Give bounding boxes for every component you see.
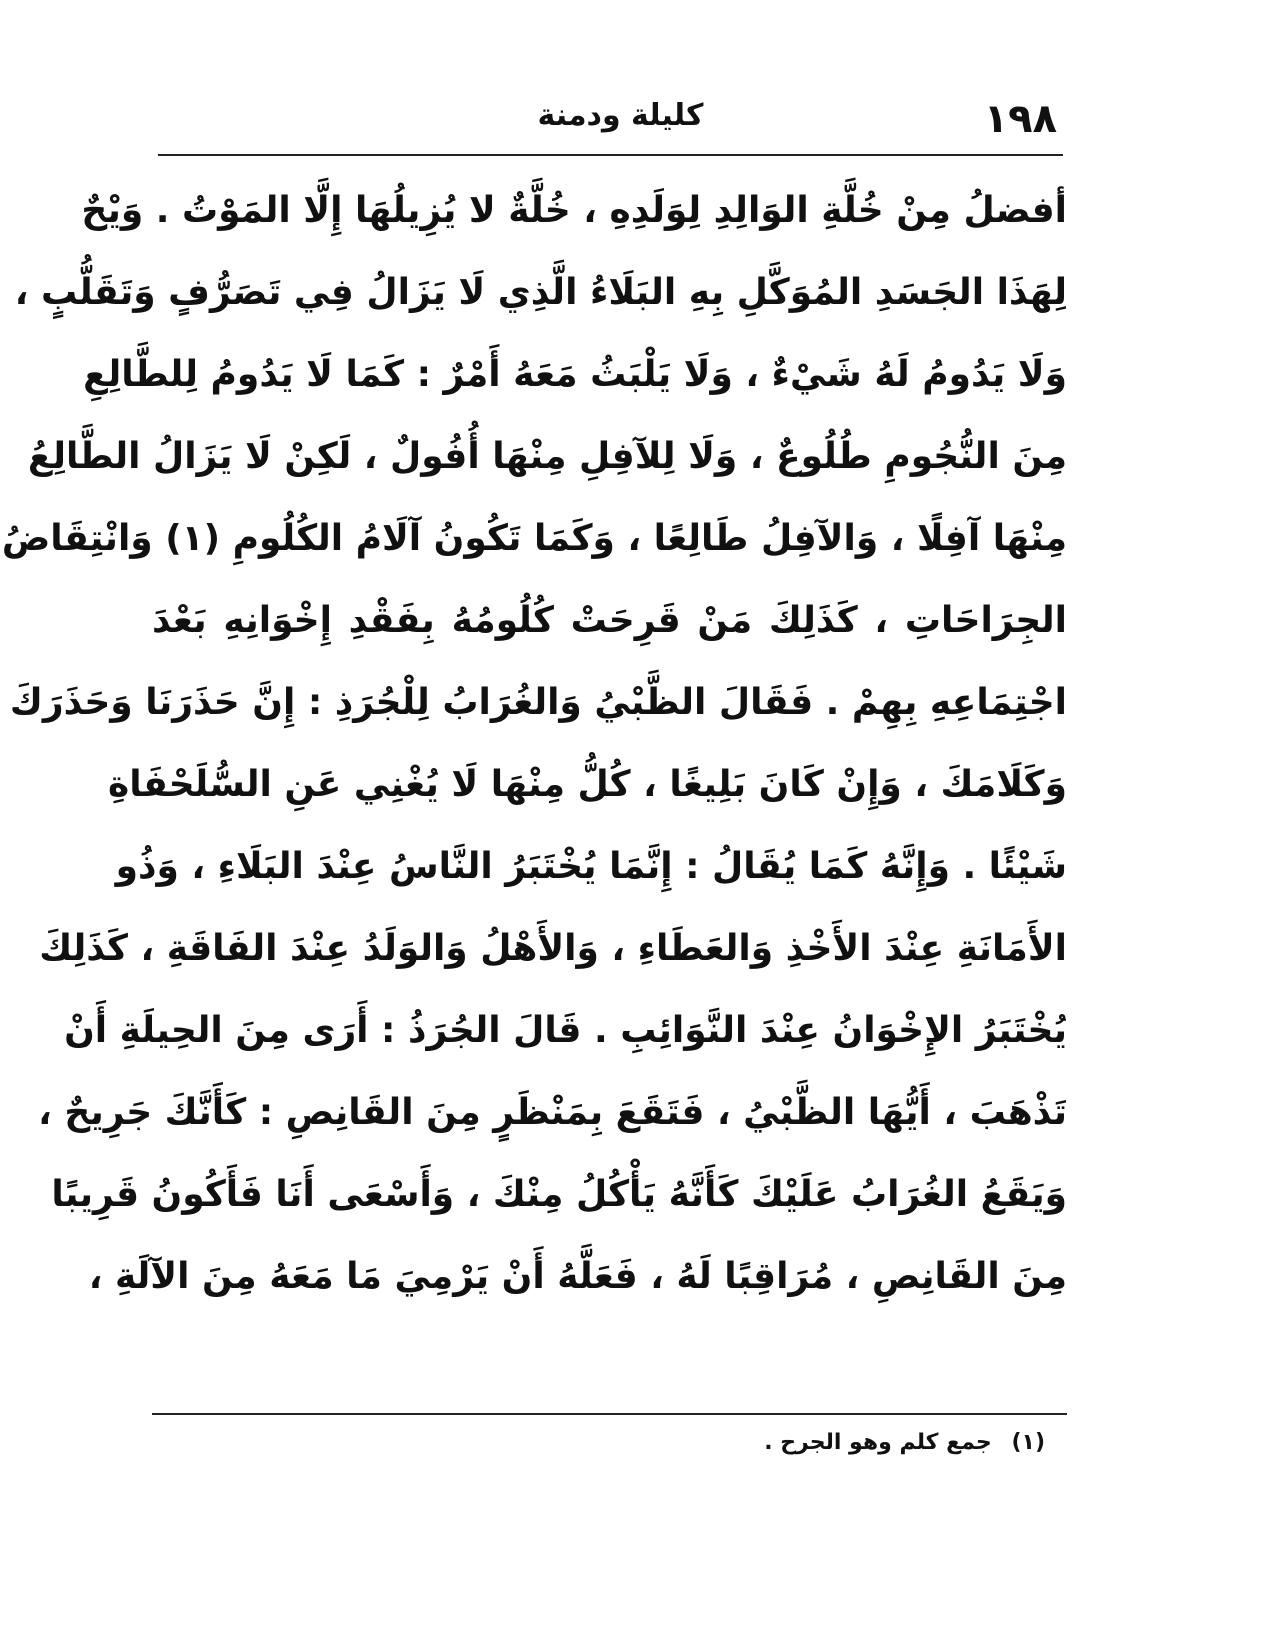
text-line: وَلَا يَدُومُ لَهُ شَيْءٌ ، وَلَا يَلْبَثُ مَعَهُ أَمْرٌ : كَمَا لَا يَدُومُ لِلطَّالِعِ: [83, 354, 1067, 395]
text-line: مِنْهَا آفِلًا ، وَالآفِلُ طَالِعًا ، وَكَمَا تَكُونُ آلَامُ الكُلُومِ (١) وَانْتِقَاضُ: [1, 518, 1067, 559]
footnote: [764, 1430, 1045, 1455]
text-line: يُخْتَبَرُ الإِخْوَانُ عِنْدَ النَّوَائِبِ . قَالَ الجُرَذُ : أَرَى مِنَ الحِيلَةِ أَنْ: [64, 1010, 1067, 1051]
footnote-text: جمع كلم وهو الجرح .: [764, 1430, 992, 1455]
footnote-divider: [152, 1413, 1067, 1415]
header-divider: [158, 154, 1063, 156]
text-line: الأَمَانَةِ عِنْدَ الأَخْذِ وَالعَطَاءِ ، وَالأَهْلُ وَالوَلَدُ عِنْدَ الفَاقَةِ ، كَذَلِكَ: [39, 928, 1067, 969]
text-line: شَيْئًا . وَإِنَّهُ كَمَا يُقَالُ : إِنَّمَا يُخْتَبَرُ النَّاسُ عِنْدَ البَلَاءِ ، وَذُو: [115, 846, 1067, 887]
text-line: اجْتِمَاعِهِ بِهِمْ . فَقَالَ الظَّبْيُ وَالغُرَابُ لِلْجُرَذِ : إِنَّ حَذَرَنَا وَحَذَرَكَ: [9, 682, 1067, 723]
text-line: مِنَ النُّجُومِ طُلُوعٌ ، وَلَا لِلآفِلِ مِنْهَا أُفُولٌ ، لَكِنْ لَا يَزَالُ الطَّالِعُ: [27, 436, 1067, 477]
page-header: [158, 88, 1063, 148]
text-line: وَكَلَامَكَ ، وَإِنْ كَانَ بَلِيغًا ، كُلُّ مِنْهَا لَا يُغْنِي عَنِ السُّلَحْفَاةِ: [108, 764, 1067, 805]
body-text: [1, 170, 1067, 1318]
text-line: الجِرَاحَاتِ ، كَذَلِكَ مَنْ قَرِحَتْ كُلُومُهُ بِفَقْدِ إِخْوَانِهِ بَعْدَ: [152, 600, 1067, 641]
text-line: مِنَ القَانِصِ ، مُرَاقِبًا لَهُ ، فَعَلَّهُ أَنْ يَرْمِيَ مَا مَعَهُ مِنَ الآلَةِ ،: [88, 1256, 1067, 1297]
text-line: تَذْهَبَ ، أَيُّهَا الظَّبْيُ ، فَتَقَعَ بِمَنْظَرٍ مِنَ القَانِصِ : كَأَنَّكَ جَرِيحٌ ،: [38, 1092, 1067, 1133]
text-line: وَيَقَعُ الغُرَابُ عَلَيْكَ كَأَنَّهُ يَأْكُلُ مِنْكَ ، وَأَسْعَى أَنَا فَأَكُونُ قَرِيبًا: [51, 1174, 1067, 1215]
page-number: ١٩٨: [983, 96, 1057, 142]
text-line: أفضلُ مِنْ خُلَّةِ الوَالِدِ لِوَلَدِهِ ، خُلَّةٌ لا يُزِيلُهَا إِلَّا المَوْتُ . وَيْحٌ: [81, 190, 1067, 231]
footnote-marker: (١): [1011, 1430, 1045, 1455]
text-line: لِهَذَا الجَسَدِ المُوَكَّلِ بِهِ البَلَاءُ الَّذِي لَا يَزَالُ فِي تَصَرُّفٍ وَتَقَلُّبٍ ،: [14, 272, 1067, 313]
running-title: كليلة ودمنة: [537, 98, 704, 133]
